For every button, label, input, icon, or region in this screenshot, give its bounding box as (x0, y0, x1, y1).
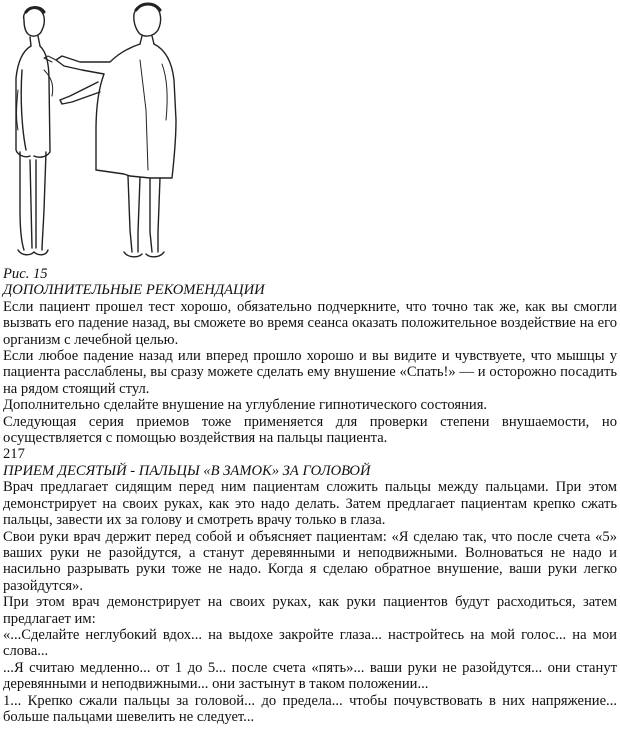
body-line: Если пациент прошел тест хорошо, обязательно подчеркните, что точно так же, как вы смогли (3, 298, 617, 315)
body-line: Врач предлагает сидящим перед ним пациентам сложить пальцы между пальцами. При этом (3, 479, 617, 496)
doctor-figure (44, 4, 176, 257)
body-line: ваших руки не разойдутся, а станут деревянными и неподвижными. Волноваться не надо и (3, 544, 617, 561)
body-line: При этом врач демонстрирует на своих руках, как руки пациентов будут расходиться, затем (3, 594, 617, 611)
body-line: демонстрирует на своих руках, как это надо делать. Затем предлагает пациентам крепко сжать (3, 495, 617, 512)
body-line: разойдутся». (3, 577, 83, 594)
body-line: осуществляется с помощью воздействия на пальцы пациента. (3, 430, 388, 447)
body-line: деревянными и неподвижными... они застынут в таком положении... (3, 676, 429, 693)
body-line: на рядом стоящий стул. (3, 380, 150, 397)
body-line: пальцы, завести их за голову и смотреть врачу только в глаза. (3, 512, 386, 529)
section-heading-additional-recommendations: ДОПОЛНИТЕЛЬНЫЕ РЕКОМЕНДАЦИИ (3, 282, 265, 299)
document-text (3, 266, 617, 725)
body-line: слова... (3, 643, 49, 660)
body-line: «...Сделайте неглубокий вдох... на выдохе закройте глаза... настройтесь на мой голос... на мои (3, 626, 617, 643)
patient-figure (16, 8, 53, 255)
body-line: предлагает им: (3, 610, 96, 627)
body-line: Следующая серия приемов тоже применяется для проверки степени внушаемости, но (3, 413, 617, 430)
body-line: вызвать его падение назад, вы сможете во время сеанса оказать положительное воздействие на его (3, 315, 617, 332)
body-line: Дополнительно сделайте внушение на углубление гипнотического состояния. (3, 397, 488, 414)
body-line: Свои руки врач держит перед собой и объясняет пациентам: «Я сделаю так, что после счета «5» (3, 528, 617, 545)
body-line: пациента расслаблены, вы сразу можете сделать ему внушение «Спать!» — и осторожно посадить (3, 364, 617, 381)
body-line: организм с лечебной целью. (3, 331, 179, 348)
body-line: больше пальцами шевелить не следует... (3, 708, 255, 725)
section-heading-technique-ten: ПРИЕМ ДЕСЯТЫЙ - ПАЛЬЦЫ «В ЗАМОК» ЗА ГОЛОВОЙ (3, 462, 371, 479)
body-line: 1... Крепко сжали пальцы за головой... до предела... чтобы почувствовать в них напряжение... (3, 692, 617, 709)
body-line: Если любое падение назад или вперед прошло хорошо и вы видите и чувствуете, что мышцы у (3, 348, 617, 365)
body-line: ...Я считаю медленно... от 1 до 5... после счета «пять»... ваши руки не разойдутся... они станут (3, 659, 617, 676)
body-line: насильно разрывать руки тоже не надо. Когда я сделаю обратное внушение, ваши руки легко (3, 561, 617, 578)
illustration-doctor-patient-test (0, 0, 200, 265)
page-number: 217 (3, 446, 25, 463)
figure-caption: Рис. 15 (3, 266, 48, 282)
